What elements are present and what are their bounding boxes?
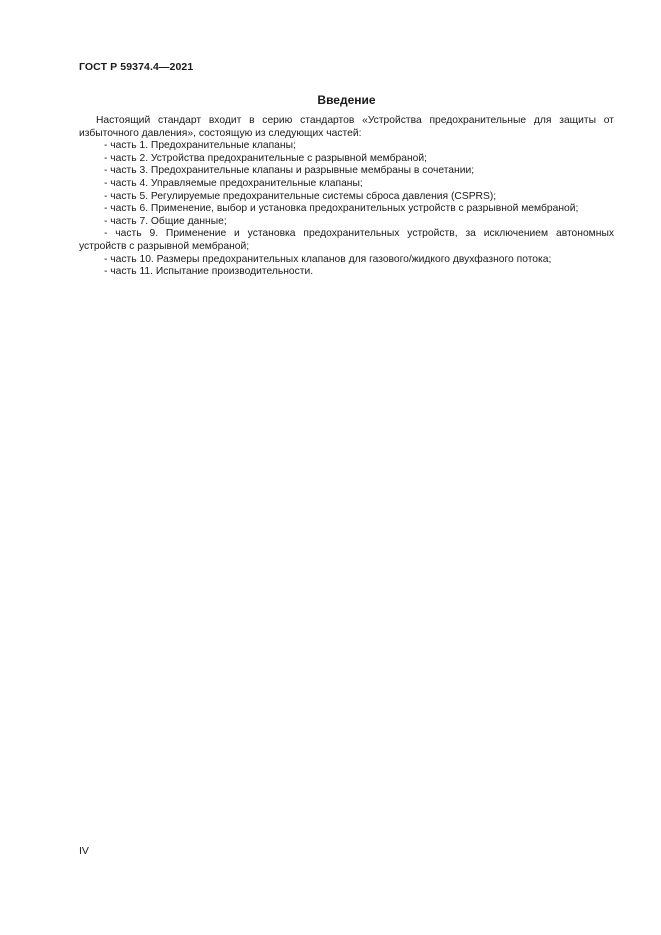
page-number: IV <box>79 845 89 857</box>
list-item: - часть 11. Испытание производительности. <box>104 266 314 278</box>
list-item: - часть 2. Устройства предохранительные с разрывной мембраной; <box>104 152 427 164</box>
list-item: - часть 6. Применение, выбор и установка предохранительных устройств с разрывной мембраной; <box>104 203 579 215</box>
list-item: - часть 7. Общие данные; <box>104 215 227 227</box>
document-code: ГОСТ Р 59374.4—2021 <box>79 61 194 73</box>
list-item: - часть 5. Регулируемые предохранительные системы сброса давления (CSPRS); <box>104 190 497 202</box>
section-title: Введение <box>317 93 376 107</box>
section-body <box>79 115 614 279</box>
list-item: - часть 9. Применение и установка предохранительных устройств, за исключением автономных устройств с разрывной мембраной; <box>79 228 614 252</box>
list-item: - часть 3. Предохранительные клапаны и разрывные мембраны в сочетании; <box>104 165 475 177</box>
list-item: - часть 1. Предохранительные клапаны; <box>104 140 296 152</box>
list-item: - часть 10. Размеры предохранительных клапанов для газового/жидкого двухфазного потока; <box>104 253 552 265</box>
parts-list <box>79 140 614 279</box>
intro-paragraph: Настоящий стандарт входит в серию стандартов «Устройства предохранительные для защиты от избыточного давления», состоящую из следующих частей: <box>79 115 614 139</box>
list-item: - часть 4. Управляемые предохранительные клапаны; <box>104 177 363 189</box>
